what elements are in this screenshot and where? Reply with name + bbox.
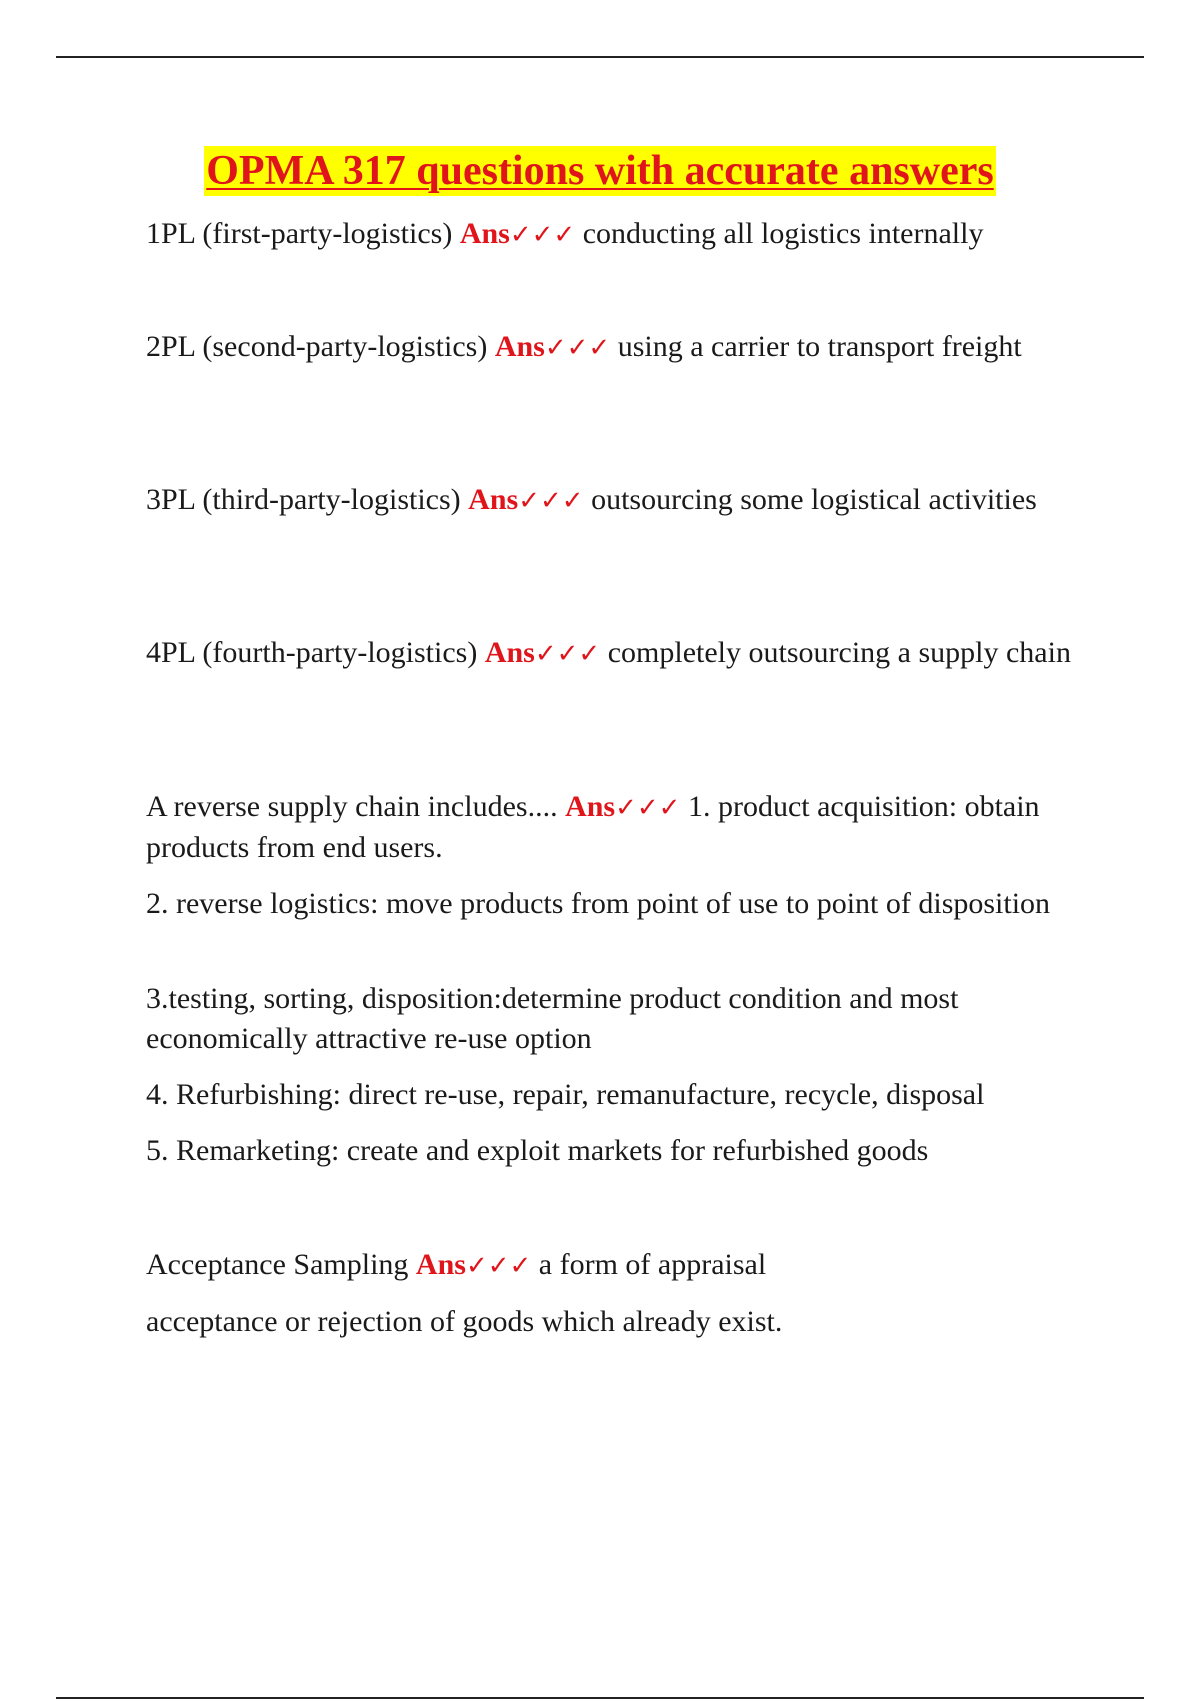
document-title: OPMA 317 questions with accurate answers bbox=[206, 148, 994, 194]
checkmarks-icon: ✓✓✓ bbox=[534, 639, 601, 669]
entry-continuation-line: 2. reverse logistics: move products from point of use to point of disposition bbox=[146, 887, 1051, 920]
checkmarks-icon: ✓✓✓ bbox=[615, 793, 681, 823]
entry-term: 4PL (fourth-party-logistics) bbox=[146, 636, 478, 669]
entry-answer: using a carrier to transport freight bbox=[617, 330, 1022, 363]
checkmarks-icon: ✓✓✓ bbox=[509, 220, 576, 250]
entry-reverse-supply-chain bbox=[146, 787, 1086, 868]
answer-label: Ans bbox=[459, 217, 510, 250]
title-container bbox=[0, 146, 1200, 196]
entry-1PL bbox=[146, 214, 1086, 255]
checkmarks-icon: ✓✓✓ bbox=[465, 1251, 532, 1281]
checkmarks-icon: ✓✓✓ bbox=[518, 486, 584, 516]
entry-answer: outsourcing some logistical activities bbox=[591, 483, 1037, 516]
entry-acceptance-sampling bbox=[146, 1245, 1086, 1286]
checkmarks-icon: ✓✓✓ bbox=[544, 333, 611, 363]
entry-answer: conducting all logistics internally bbox=[582, 217, 984, 250]
entry-term: Acceptance Sampling bbox=[146, 1248, 409, 1281]
entry-continuation-line: 4. Refurbishing: direct re-use, repair, remanufacture, recycle, disposal bbox=[146, 1078, 985, 1111]
answer-label: Ans bbox=[415, 1248, 466, 1281]
entry-continuation-line: acceptance or rejection of goods which already exist. bbox=[146, 1305, 783, 1338]
entry-3PL bbox=[146, 480, 1086, 521]
entry-4PL bbox=[146, 633, 1086, 674]
entry-answer: completely outsourcing a supply chain bbox=[607, 636, 1071, 669]
answer-label: Ans bbox=[484, 636, 535, 669]
entry-term: A reverse supply chain includes.... bbox=[146, 790, 558, 823]
entry-continuation-line: 5. Remarketing: create and exploit markets for refurbished goods bbox=[146, 1134, 929, 1167]
entry-continuation-line: 3.testing, sorting, disposition:determine product condition and most economically attractive re-use option bbox=[146, 982, 959, 1055]
entry-answer: a form of appraisal bbox=[538, 1248, 767, 1281]
answer-label: Ans bbox=[494, 330, 545, 363]
entry-2PL bbox=[146, 327, 1086, 368]
answer-label: Ans bbox=[565, 790, 616, 823]
entry-term: 2PL (second-party-logistics) bbox=[146, 330, 488, 363]
entry-term: 3PL (third-party-logistics) bbox=[146, 483, 461, 516]
top-divider bbox=[56, 56, 1144, 58]
bottom-divider bbox=[56, 1697, 1144, 1699]
entry-answer: 1. product acquisition: obtain products from end users. bbox=[146, 790, 1040, 864]
entry-term: 1PL (first-party-logistics) bbox=[146, 217, 453, 250]
answer-label: Ans bbox=[468, 483, 519, 516]
